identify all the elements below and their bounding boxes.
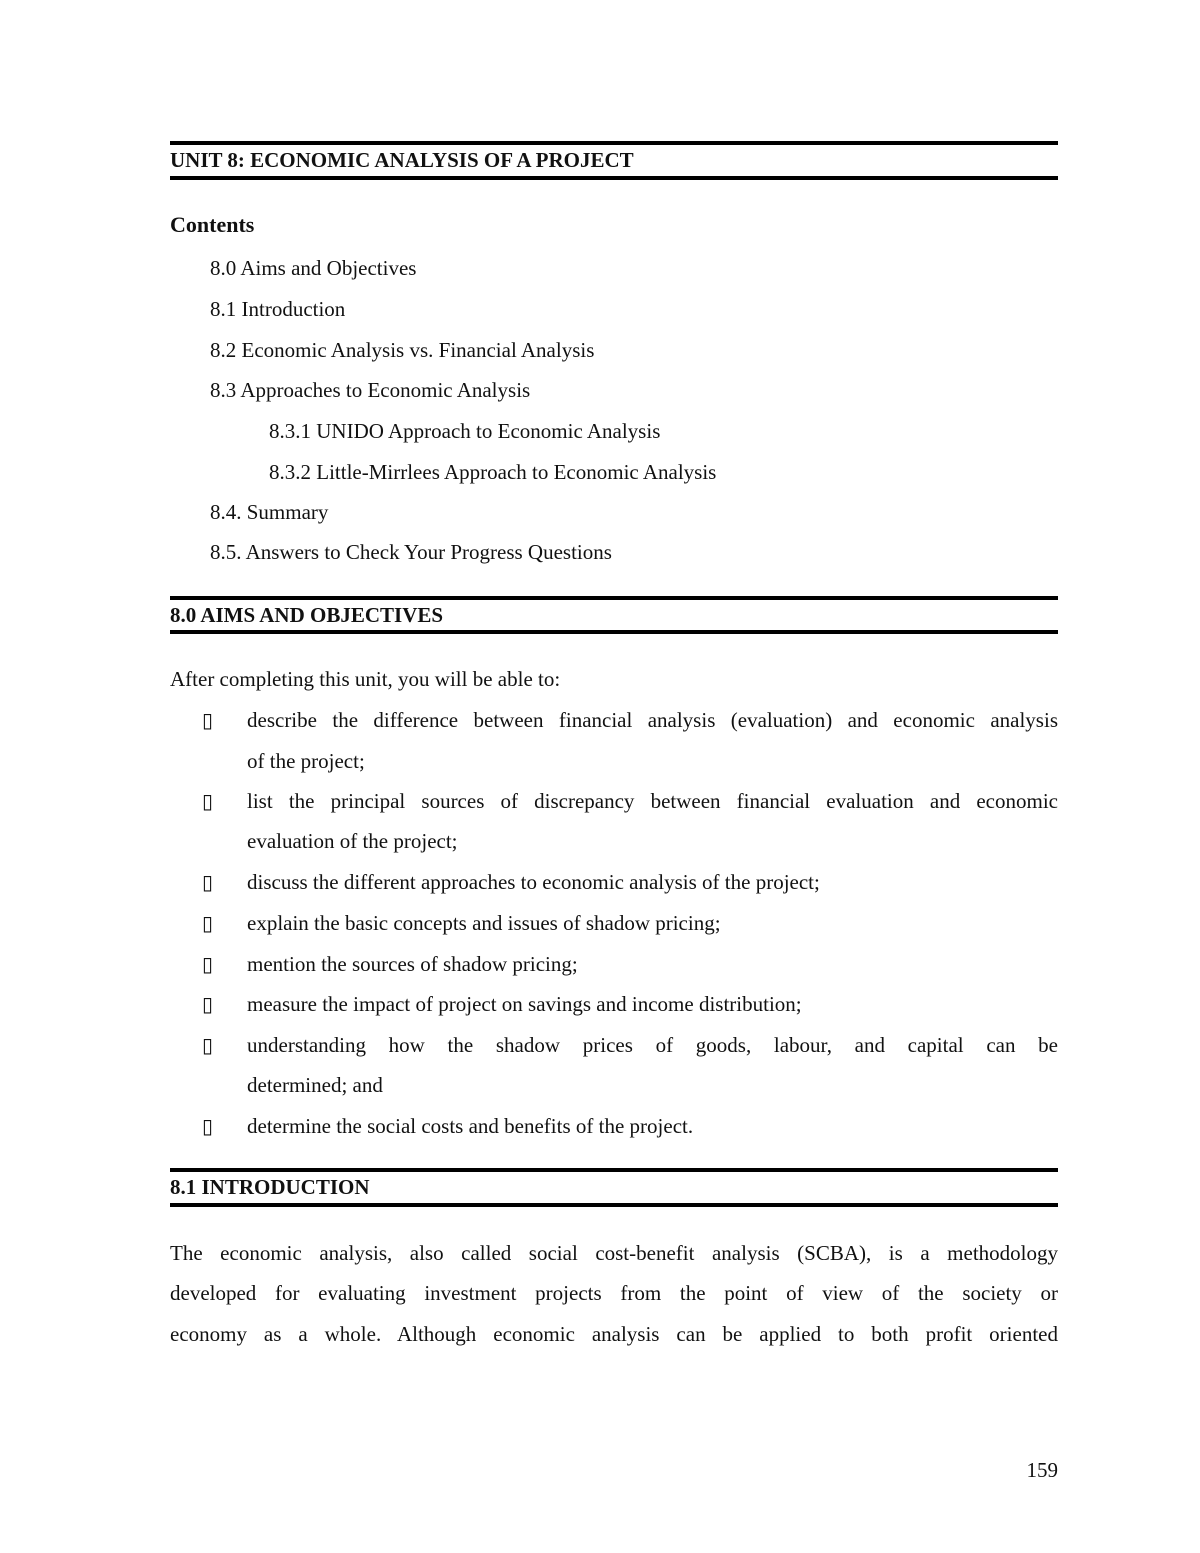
- bullet-line: determine the social costs and benefits of the project.: [247, 1114, 694, 1138]
- page-number: 159: [1026, 1458, 1058, 1482]
- unit-heading: UNIT 8: ECONOMIC ANALYSIS OF A PROJECT: [170, 148, 634, 172]
- contents-title: Contents: [170, 212, 255, 237]
- bullet-icon: ▯: [202, 789, 214, 813]
- bullet-line: list the principal sources of discrepancy between financial evaluation and economic: [247, 789, 1058, 813]
- aims-heading-bar: [170, 596, 1058, 634]
- bullet-line: describe the difference between financial analysis (evaluation) and economic analysis: [247, 708, 1058, 732]
- toc-item: 8.1 Introduction: [210, 297, 346, 321]
- bullet-line: understanding how the shadow prices of goods, labour, and capital can be: [247, 1033, 1058, 1057]
- bullet-icon: ▯: [202, 708, 214, 732]
- toc-subitem: 8.3.2 Little-Mirrlees Approach to Economic Analysis: [269, 460, 717, 484]
- aims-heading: 8.0 AIMS AND OBJECTIVES: [170, 603, 444, 627]
- intro-paragraph-line: The economic analysis, also called social cost-benefit analysis (SCBA), is a methodology: [170, 1241, 1058, 1265]
- bullet-icon: ▯: [202, 911, 214, 935]
- toc-item: 8.3 Approaches to Economic Analysis: [210, 378, 531, 402]
- unit-heading-bar: [170, 141, 1058, 180]
- bullet-line: evaluation of the project;: [247, 829, 458, 853]
- toc-item: 8.2 Economic Analysis vs. Financial Analysis: [210, 338, 595, 362]
- intro-paragraph-line: developed for evaluating investment projects from the point of view of the society or: [170, 1281, 1058, 1305]
- intro-heading-bar: [170, 1168, 1058, 1207]
- bullet-line: explain the basic concepts and issues of shadow pricing;: [247, 911, 721, 935]
- bullet-icon: ▯: [202, 952, 214, 976]
- intro-paragraph-line: economy as a whole. Although economic analysis can be applied to both profit oriented: [170, 1322, 1058, 1346]
- toc-item: 8.0 Aims and Objectives: [210, 256, 417, 280]
- bullet-icon: ▯: [202, 1033, 214, 1057]
- bullet-line: measure the impact of project on savings and income distribution;: [247, 992, 802, 1016]
- toc-subitem: 8.3.1 UNIDO Approach to Economic Analysis: [269, 419, 661, 443]
- bullet-icon: ▯: [202, 1114, 214, 1138]
- bullet-line: mention the sources of shadow pricing;: [247, 952, 578, 976]
- bullet-line: determined; and: [247, 1073, 383, 1097]
- aims-intro: After completing this unit, you will be able to:: [170, 667, 561, 691]
- intro-heading: 8.1 INTRODUCTION: [170, 1175, 370, 1199]
- bullet-icon: ▯: [202, 992, 214, 1016]
- toc-item: 8.5. Answers to Check Your Progress Questions: [210, 540, 612, 564]
- bullet-line: of the project;: [247, 749, 365, 773]
- toc-item: 8.4. Summary: [210, 500, 329, 524]
- bullet-line: discuss the different approaches to economic analysis of the project;: [247, 870, 820, 894]
- bullet-icon: ▯: [202, 870, 214, 894]
